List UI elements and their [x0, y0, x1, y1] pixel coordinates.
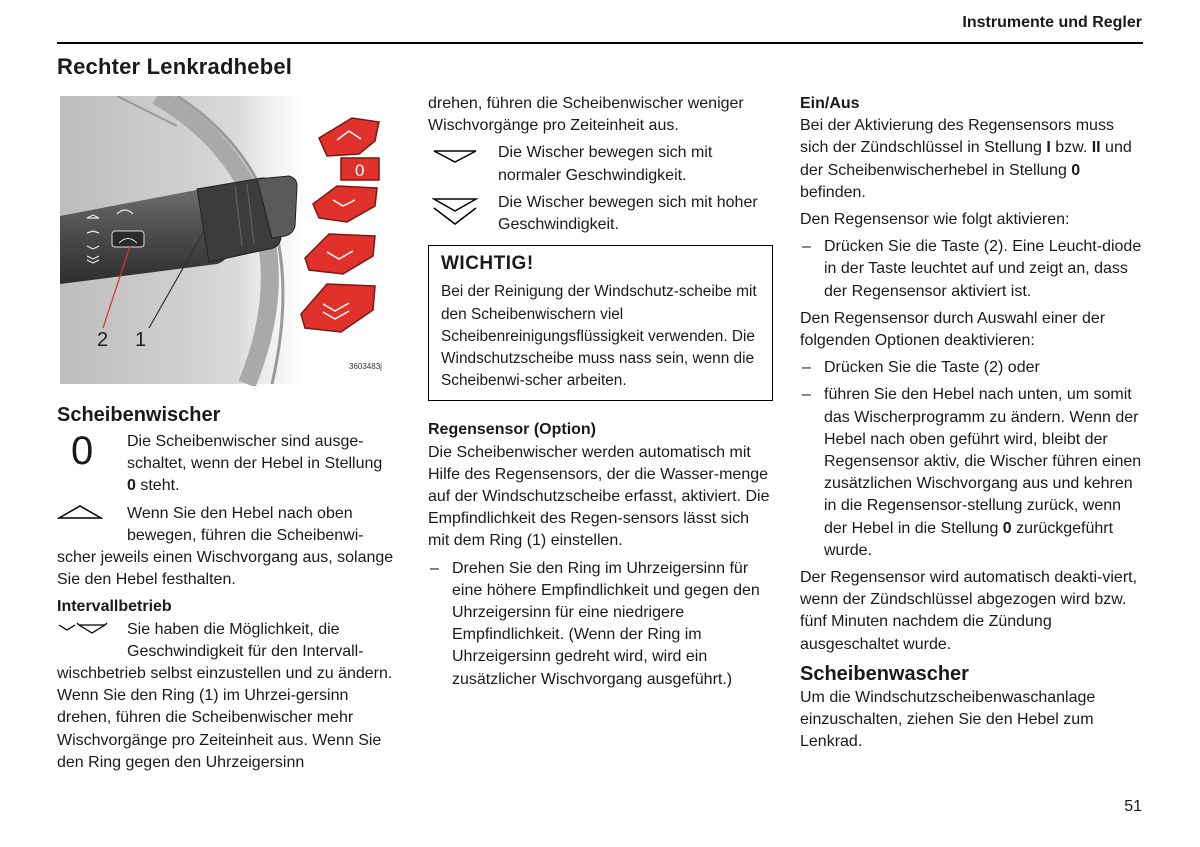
warning-text: Bei der Reinigung der Windschutz-scheibe mit den Scheibenwischern viel Scheibenreinigungsflüssigkeit verwenden. Die Windschutzscheibe muss nass sein, wenn die Scheibenwi-scher arbeiten.: [441, 283, 757, 390]
washer-text: Um die Windschutzscheibenwaschanlage einzuschalten, ziehen Sie den Hebel zum Lenkrad.: [800, 688, 1096, 751]
header-rule: [57, 42, 1143, 44]
activation-requirements-text: Bei der Aktivierung des Regensensors muss sich der Zündschlüssel in Stellung I bzw. II und der Scheibenwischerhebel in Stellung 0 befinden.: [800, 117, 1132, 201]
ring-instruction-item: – Drehen Sie den Ring im Uhrzeigersinn für eine höhere Empfindlichkeit und gegen den Uhrzeigersinn für eine niedrigere Empfindlichkeit. (Wenn der Ring im Uhrzeigersinn gedreht wird, wird ein zusätzlicher Wischvorgang ausgeführt.): [428, 558, 773, 691]
symbol-off-row: [57, 431, 397, 498]
section-title: Instrumente und Regler: [962, 14, 1142, 31]
lever-up-text: Wenn Sie den Hebel nach oben bewegen, führen die Scheibenwi-scher jeweils einen Wischvorgang aus, solange Sie den Hebel festhalten.: [57, 504, 394, 589]
heading-scheibenwascher: Scheibenwascher: [800, 662, 969, 685]
arrow-fast: [301, 284, 375, 332]
arrow-normal: [305, 234, 375, 274]
interval-continuation-text: drehen, führen die Scheibenwischer weniger Wischvorgänge pro Zeiteinheit aus.: [428, 95, 744, 135]
deactivate-item-1: – Drücken Sie die Taste (2) oder: [800, 357, 1145, 379]
interval-icon: [57, 619, 127, 663]
deactivate-item-2: – führen Sie den Hebel nach unten, um somit das Wischerprogramm zu ändern. Wenn der Hebel nach oben geführt wird, bleibt der Regensensor aktiv, die Wischer führen einen zusätzlichen Wischvorgang aus und kehren in die Regensensor-stellung zurück, wenn der Hebel in die Stellung 0 zurückgeführt wurde.: [800, 384, 1145, 562]
symbol-fast-row: [428, 192, 773, 236]
interval-text: Sie haben die Möglichkeit, die Geschwindigkeit für den Intervall-wischbetrieb selbst einzustellen und zu ändern. Wenn Sie den Ring (1) im Uhrzei-gersinn drehen, führen die Scheibenwischer mehr Wischvorgänge pro Zeiteinheit aus. Wenn Sie den Ring gegen den Uhrzeigersinn: [57, 620, 393, 771]
wiper-lever-figure: [57, 96, 397, 386]
page-title: Rechter Lenkradhebel: [57, 54, 293, 79]
arrow-interval: [313, 186, 377, 222]
deactivate-lead-text: Den Regensensor durch Auswahl einer der folgenden Optionen deaktivieren:: [800, 309, 1106, 350]
wiper-off-text: Die Scheibenwischer sind ausge- schaltet, wenn der Hebel in Stellung 0 steht.: [127, 433, 383, 495]
position-arrows: [301, 118, 379, 332]
column-right: [800, 93, 1145, 753]
normal-speed-icon: [432, 148, 478, 171]
column-left: [57, 402, 397, 774]
page-number: 51: [1124, 798, 1142, 815]
activate-lead-text: Den Regensensor wie folgt aktivieren:: [800, 211, 1070, 229]
position-zero-label: 0: [355, 161, 365, 180]
warning-box: [428, 245, 773, 401]
heading-ein-aus: Ein/Aus: [800, 95, 860, 112]
heading-regensensor: Regensensor (Option): [428, 421, 597, 439]
symbol-interval-row: [57, 619, 397, 774]
column-middle: [428, 93, 773, 691]
heading-intervallbetrieb: Intervallbetrieb: [57, 598, 172, 616]
zero-position-icon: 0: [71, 429, 94, 473]
heading-scheibenwischer: Scheibenwischer: [57, 404, 221, 426]
callout-label-1: 1: [135, 329, 147, 351]
figure-code: 3603483j: [349, 362, 382, 371]
rain-sensor-text: Die Scheibenwischer werden automatisch mit Hilfe des Regensensors, der die Wasser-menge auf der Windschutzscheibe erfasst, aktiviert. Die Empfindlichkeit des Regen-sensors lässt sich mit dem Ring (1) einstellen.: [428, 443, 770, 550]
high-speed-icon: [432, 196, 478, 235]
lever-up-icon: [57, 503, 127, 547]
arrow-up: [319, 118, 379, 156]
auto-deactivation-text: Der Regensensor wird automatisch deakti-viert, wenn der Zündschlüssel abgezogen wird bzw. fünf Minuten nachdem die Zündung ausgeschaltet wurde.: [800, 569, 1138, 653]
warning-title: WICHTIG!: [441, 253, 534, 275]
callout-label-2: 2: [97, 329, 109, 351]
symbol-normal-row: [428, 142, 773, 186]
normal-speed-text: Die Wischer bewegen sich mit normaler Geschwindigkeit.: [498, 144, 713, 184]
high-speed-text: Die Wischer bewegen sich mit hoher Geschwindigkeit.: [498, 193, 758, 234]
activate-item: – Drücken Sie die Taste (2). Eine Leucht-diode in der Taste leuchtet auf und zeigt an, dass der Regensensor aktiviert ist.: [800, 236, 1145, 303]
symbol-up-row: [57, 503, 397, 592]
